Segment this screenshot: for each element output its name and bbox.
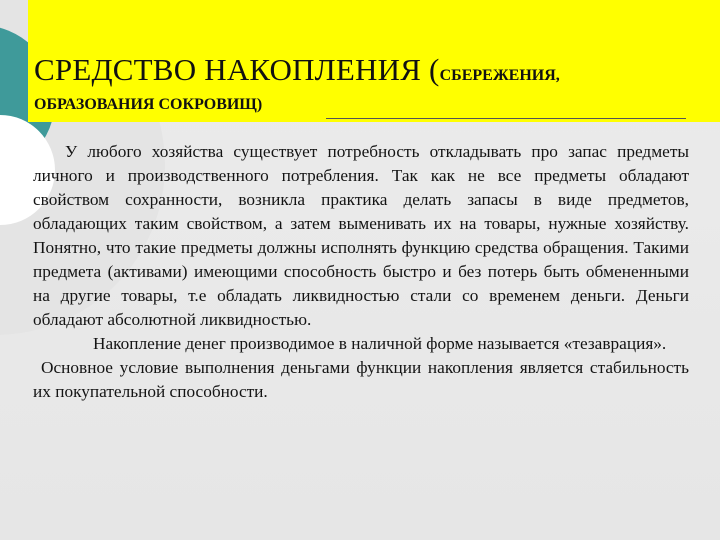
slide-body [33, 140, 689, 404]
body-paragraph: Основное условие выполнения деньгами функции накопления является стабильность их покупательной способности. [33, 358, 689, 401]
title-main: СРЕДСТВО НАКОПЛЕНИЯ ( [34, 52, 440, 87]
body-paragraph: У любого хозяйства существует потребность откладывать про запас предметы личного и производственного потребления. Так как не все предметы обладают свойством сохранности, возникла практика делать запасы в виде предметов, обладающих таким свойством, а затем выменивать их на товары, нужные хозяйству. Понятно, что такие предметы должны исполнять функцию средства обращения. Такими предмета (активами) имеющими способность быстро и без потерь быть обмененными на другие товары, т.е обладать ликвидностью стали со временем деньги. Деньги обладают абсолютной ликвидностью. [33, 142, 689, 329]
body-paragraph: Накопление денег производимое в наличной форме называется «тезаврация». [93, 334, 667, 353]
title-small: СБЕРЕЖЕНИЯ, [439, 67, 560, 84]
slide-subtitle: ОБРАЗОВАНИЯ СОКРОВИЩ) [34, 96, 263, 113]
title-underline [326, 118, 686, 119]
slide-title [34, 52, 560, 88]
